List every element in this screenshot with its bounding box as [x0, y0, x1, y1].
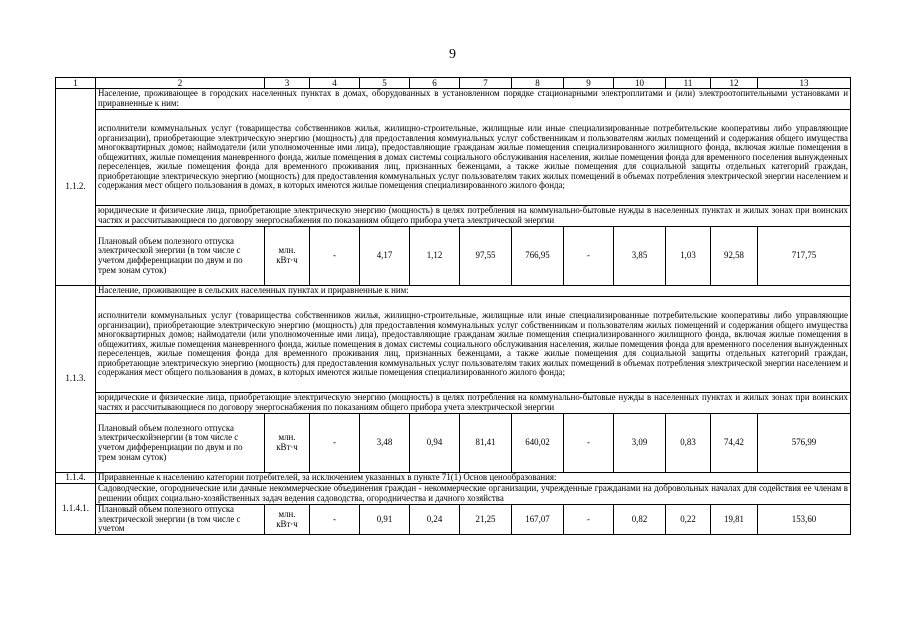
- value-cell: -: [564, 227, 614, 286]
- column-number: 2: [96, 78, 265, 89]
- section-header-row: [56, 484, 851, 505]
- value-cell: 167,07: [512, 505, 564, 535]
- value-cell: 3,85: [614, 227, 666, 286]
- column-number: 3: [265, 78, 310, 89]
- value-cell: 92,58: [711, 227, 758, 286]
- value-cell: 74,42: [711, 414, 758, 473]
- description-row: [56, 297, 851, 393]
- value-cell: -: [564, 505, 614, 535]
- unit-cell: [265, 414, 310, 473]
- value-cell: 97,55: [460, 227, 512, 286]
- column-number: 8: [512, 78, 564, 89]
- value-cell: -: [310, 505, 360, 535]
- unit-line: кВт·ч: [276, 518, 298, 529]
- value-cell: 3,09: [614, 414, 666, 473]
- section-header-row: [56, 473, 851, 484]
- data-row: [56, 505, 851, 535]
- unit-line: млн.: [278, 508, 296, 519]
- unit-cell: [265, 227, 310, 286]
- unit-cell: [265, 505, 310, 535]
- description-row: [56, 393, 851, 414]
- value-cell: 1,03: [666, 227, 711, 286]
- section-header: Население, проживающее в сельских населенных пунктах и приравненные к ним:: [96, 286, 851, 297]
- unit-line: млн.: [278, 245, 296, 256]
- column-number: 12: [711, 78, 758, 89]
- value-cell: 4,17: [360, 227, 410, 286]
- value-cell: 1,12: [410, 227, 460, 286]
- column-number: 10: [614, 78, 666, 89]
- value-cell: 0,94: [410, 414, 460, 473]
- data-row: [56, 414, 851, 473]
- value-cell: 0,83: [666, 414, 711, 473]
- description-paragraph: исполнители коммунальных услуг (товарищества собственников жилья, жилищно-строительные, жилищные или иные специализированные потребительские кооперативы либо управляющие организации), приобретающие электрическую энергию (мощность) для предоставления коммунальных услуг собственникам и пользователям жилых помещений и содержания общего имущества многоквартирных домов; наймодатели (или уполномоченные ими лица), предоставляющие гражданам жилые помещения специализированного жилищного фонда, включая жилые помещения в общежитиях, жилые помещения маневренного фонда, жилые помещения в домах системы социального обслуживания населения, жилые помещения фонда для временного поселения вынужденных переселенцев, жилые помещения фонда для временного проживания лиц, признанных беженцами, а также жилые помещения для социальной защиты отдельных категорий граждан, приобретающие электрическую энергию (мощность) для предоставления коммунальных услуг пользователям таких жилых помещений в объемах потребления электрической энергии населением и содержания мест общего пользования в домах, в которых имеются жилые помещения специализированного жилого фонда;: [96, 110, 851, 206]
- description-row: [56, 110, 851, 206]
- row-label: Плановый объем полезного отпуска электрической энергии (в том числе с учетом: [96, 505, 265, 535]
- value-cell: 153,60: [758, 505, 851, 535]
- value-cell: 717,75: [758, 227, 851, 286]
- column-number-row: [56, 78, 851, 89]
- section-code: 1.1.2.: [56, 89, 96, 286]
- value-cell: 0,24: [410, 505, 460, 535]
- value-cell: 0,22: [666, 505, 711, 535]
- section-header: Население, проживающее в городских населенных пунктах в домах, оборудованных в установленном порядке стационарными электроплитами и (или) электроотопительными установками и приравненные к ним:: [96, 89, 851, 110]
- value-cell: 576,99: [758, 414, 851, 473]
- page-number: 9: [449, 47, 456, 62]
- column-number: 4: [310, 78, 360, 89]
- value-cell: 0,91: [360, 505, 410, 535]
- value-cell: 21,25: [460, 505, 512, 535]
- column-number: 5: [360, 78, 410, 89]
- section-header: Садоводческие, огороднические или дачные некоммерческие объединения граждан - некоммерческие организации, учрежденные гражданами на добровольных началах для содействия ее членам в решении общих социально-хозяйственных задач ведения садоводства, огородничества и дачного хозяйства: [96, 484, 851, 505]
- tariff-table: [55, 77, 851, 535]
- data-row: [56, 227, 851, 286]
- description-paragraph: юридические и физические лица, приобретающие электрическую энергию (мощность) в целях потребления на коммунально-бытовые нужды в населенных пунктах и жилых зонах при воинских частях и рассчитывающиеся по договору энергоснабжения по показаниям общего прибора учета электрической энергии: [96, 206, 851, 227]
- unit-line: млн.: [278, 432, 296, 443]
- value-cell: 81,41: [460, 414, 512, 473]
- value-cell: -: [310, 227, 360, 286]
- value-cell: -: [564, 414, 614, 473]
- column-number: 13: [758, 78, 851, 89]
- section-header: Приравненные к населению категории потребителей, за исключением указанных в пункте 71(1) Основ ценообразования:: [96, 473, 851, 484]
- value-cell: 19,81: [711, 505, 758, 535]
- column-number: 1: [56, 78, 96, 89]
- unit-line: кВт·ч: [276, 442, 298, 452]
- column-number: 11: [666, 78, 711, 89]
- description-paragraph: юридические и физические лица, приобретающие электрическую энергию (мощность) в целях потребления на коммунально-бытовые нужды в населенных пунктах и жилых зонах при воинских частях и рассчитывающиеся по договору энергоснабжения по показаниям общего прибора учета электрической энергии: [96, 393, 851, 414]
- value-cell: 0,82: [614, 505, 666, 535]
- section-code: 1.1.4.: [56, 473, 96, 484]
- section-code: 1.1.4.1.: [56, 484, 96, 535]
- value-cell: 640,02: [512, 414, 564, 473]
- description-row: [56, 206, 851, 227]
- section-header-row: [56, 286, 851, 297]
- row-label: Плановый объем полезного отпуска электрической энергии (в том числе с учетом дифференциации по двум и по трем зонам суток): [96, 227, 265, 286]
- column-number: 9: [564, 78, 614, 89]
- section-code: 1.1.3.: [56, 286, 96, 473]
- column-number: 7: [460, 78, 512, 89]
- unit-line: кВт·ч: [276, 255, 298, 265]
- value-cell: 3,48: [360, 414, 410, 473]
- value-cell: -: [310, 414, 360, 473]
- row-label: Плановый объем полезного отпуска электрическойэнергии (в том числе с учетом дифференциации по двум и по трем зонам суток): [96, 414, 265, 473]
- section-header-row: [56, 89, 851, 110]
- description-paragraph: исполнители коммунальных услуг (товарищества собственников жилья, жилищно-строительные, жилищные или иные специализированные потребительские кооперативы либо управляющие организации), приобретающие электрическую энергию (мощность) для предоставления коммунальных услуг собственникам и пользователям жилых помещений и содержания общего имущества многоквартирных домов; наймодатели (или уполномоченные ими лица), предоставляющие гражданам жилые помещения специализированного жилищного фонда, включая жилые помещения в общежитиях, жилые помещения маневренного фонда, жилые помещения в домах системы социального обслуживания населения, жилые помещения фонда для временного поселения вынужденных переселенцев, жилые помещения фонда для временного проживания лиц, признанных беженцами, а также жилые помещения для социальной защиты отдельных категорий граждан, приобретающие электрическую энергию (мощность) для предоставления коммунальных услуг пользователям таких жилых помещений в объемах потребления электрической энергии населением и содержания мест общего пользования в домах, в которых имеются жилые помещения специализированного жилого фонда;: [96, 297, 851, 393]
- value-cell: 766,95: [512, 227, 564, 286]
- column-number: 6: [410, 78, 460, 89]
